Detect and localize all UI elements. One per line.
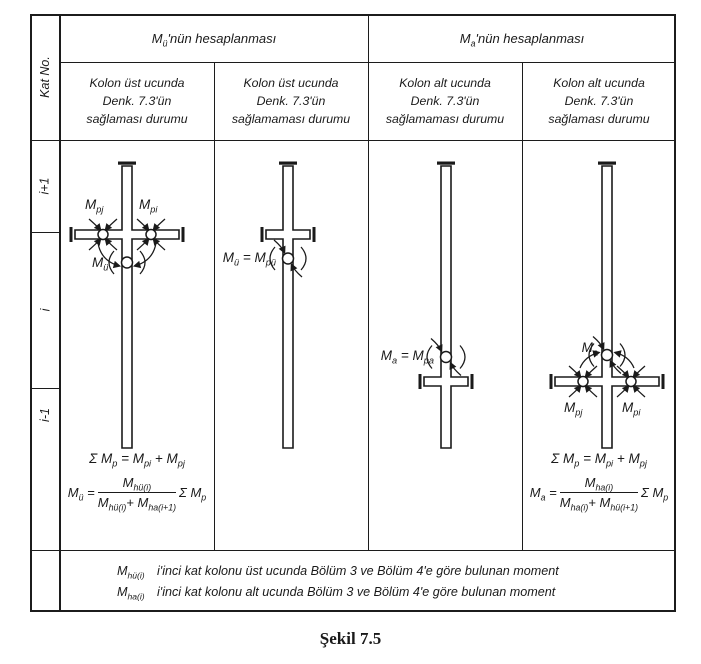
moment-label-ma-eq-mpa: $M_a = M_{pa}$ (380, 348, 434, 366)
moment-label-mpi: $M_{pi}$ (139, 197, 158, 215)
moment-arrow (89, 219, 101, 230)
moment-arrow (634, 366, 646, 377)
column-beam-cross (424, 166, 468, 448)
footnote-symbol-mha: $M_{ha(i)}$ (117, 584, 145, 602)
group-title-ma (368, 14, 676, 62)
mu-formula-numerator: $M_{hü(i)}$ (98, 475, 176, 493)
moment-arrow (569, 386, 581, 397)
footnote-text-2: i'inci kat kolonu alt ucunda Bölüm 3 ve Bölüm 4'e göre bulunan moment (157, 584, 556, 599)
moment-label-mpi: $M_{pi}$ (622, 400, 641, 418)
floor-cell-i-minus-1 (30, 388, 60, 550)
case3-line3: sağlamaması durumu (385, 112, 505, 127)
column-top-cap (598, 162, 616, 165)
sum-mp-formula: Σ $M_p = M_{pi} + M_{pj}$ (89, 451, 185, 469)
mu-formula (60, 475, 214, 513)
case1-line1: Kolon üst ucunda (89, 75, 185, 90)
case1-line2: Denk. 7.3'ün (102, 93, 172, 108)
kat-no-label: Kat No. (38, 56, 52, 98)
moment-arrow (137, 219, 149, 230)
moment-label-mu: $M_ü$ (92, 255, 109, 273)
beam-left-end-cap (70, 227, 73, 242)
case4-line1: Kolon alt ucunda (553, 75, 645, 90)
moment-arrow (154, 219, 166, 230)
diagram-cell-4 (522, 140, 676, 550)
ma-formula (522, 475, 676, 513)
case4-line2: Denk. 7.3'ün (564, 93, 634, 108)
footnote-line-2 (117, 584, 676, 602)
plastic-hinge-column (122, 257, 133, 268)
rotation-arc (460, 346, 465, 369)
case3-line1: Kolon alt ucunda (399, 75, 491, 90)
moment-arrow (106, 239, 118, 250)
ma-formula-lhs: $M_a$ = (529, 485, 557, 503)
diagram-mu-not-satisfied (214, 140, 368, 550)
mu-formula-lhs: $M_ü$ = (67, 485, 95, 503)
rotation-arc (301, 247, 306, 270)
beam-right-end-cap (313, 227, 316, 242)
case-header-1 (60, 62, 214, 140)
moment-arrow (569, 366, 581, 377)
plastic-hinge-column (283, 253, 294, 264)
mu-formula-tail: Σ $M_p$ (179, 485, 207, 503)
moment-arrow (634, 386, 646, 397)
diagram-cell-1 (60, 140, 214, 550)
diagram-cell-3 (368, 140, 522, 550)
case2-line2: Denk. 7.3'ün (256, 93, 326, 108)
moment-arrow (586, 366, 598, 377)
group-title-mu (60, 14, 368, 62)
moment-arrow (451, 363, 462, 376)
moment-arrow (106, 219, 118, 230)
moment-arrow (586, 386, 598, 397)
moment-label-mpj: $M_{pj}$ (564, 400, 583, 418)
floor-cell-i-plus-1 (30, 140, 60, 232)
moment-arrow (617, 386, 629, 397)
plastic-hinge-left (98, 230, 108, 240)
beam-left-end-cap (550, 374, 553, 389)
moment-label-mpj: $M_{pj}$ (85, 197, 104, 215)
case-header-2 (214, 62, 368, 140)
beam-left-end-cap (419, 374, 422, 389)
diagram-cell-2 (214, 140, 368, 550)
mu-formula-denominator: $M_{hü(i)}+ M_{ha(i+1)}$ (97, 495, 177, 513)
floor-cell-i (30, 232, 60, 388)
beam-right-end-cap (662, 374, 665, 389)
ma-formula-denominator: $M_{ha(i)}+ M_{hü(i+1)}$ (559, 495, 639, 513)
kat-no-header (30, 14, 60, 140)
case4-line3: sağlaması durumu (548, 112, 650, 127)
beam-right-end-cap (182, 227, 185, 242)
plastic-hinge-right (626, 377, 636, 387)
formulas-mu (60, 451, 214, 513)
case3-line2: Denk. 7.3'ün (410, 93, 480, 108)
footnote-text-1: i'inci kat kolonu üst ucunda Bölüm 3 ve Bölüm 4'e göre bulunan moment (157, 563, 559, 578)
moment-arrow (137, 239, 149, 250)
case2-line3: sağlamaması durumu (231, 112, 351, 127)
column-top-cap (279, 162, 297, 165)
column-top-cap (118, 162, 136, 165)
moment-label-mu-eq-mpu: $M_ü = M_{pü}$ (222, 250, 276, 268)
moment-label-ma: $M_a$ (581, 340, 598, 358)
column-beam-cross (266, 166, 310, 448)
plastic-hinge-column (602, 350, 613, 361)
beam-left-end-cap (261, 227, 264, 242)
sum-mp-formula: Σ $M_p = M_{pi} + M_{pj}$ (551, 451, 647, 469)
formulas-ma (522, 451, 676, 513)
footnote-row (60, 550, 676, 612)
case2-line1: Kolon üst ucunda (243, 75, 339, 90)
footnote-symbol-mhu: $M_{hü(i)}$ (117, 563, 145, 581)
plastic-hinge-left (578, 377, 588, 387)
ma-formula-numerator: $M_{ha(i)}$ (560, 475, 638, 493)
floor-label-i-plus-1: i+1 (38, 177, 52, 195)
footnote-line-1 (117, 563, 676, 581)
group-title-ma-text: $M_a'nün$ hesaplanması (459, 30, 585, 49)
group-title-mu-text: $M_ü'nün$ hesaplanması (151, 30, 277, 49)
ma-formula-fraction (559, 475, 639, 513)
column-top-cap (437, 162, 455, 165)
floor-label-i: i (38, 308, 52, 312)
plastic-hinge-column (441, 352, 452, 363)
ma-formula-tail: Σ $M_p$ (641, 485, 669, 503)
figure-caption: Şekil 7.5 (319, 629, 382, 648)
case-header-4 (522, 62, 676, 140)
beam-right-end-cap (471, 374, 474, 389)
case-header-3 (368, 62, 522, 140)
plastic-hinge-right (146, 230, 156, 240)
floor-label-i-minus-1: i-1 (38, 408, 52, 422)
mu-formula-fraction (97, 475, 177, 513)
diagram-ma-not-satisfied (368, 140, 522, 550)
case1-line3: sağlaması durumu (86, 112, 188, 127)
